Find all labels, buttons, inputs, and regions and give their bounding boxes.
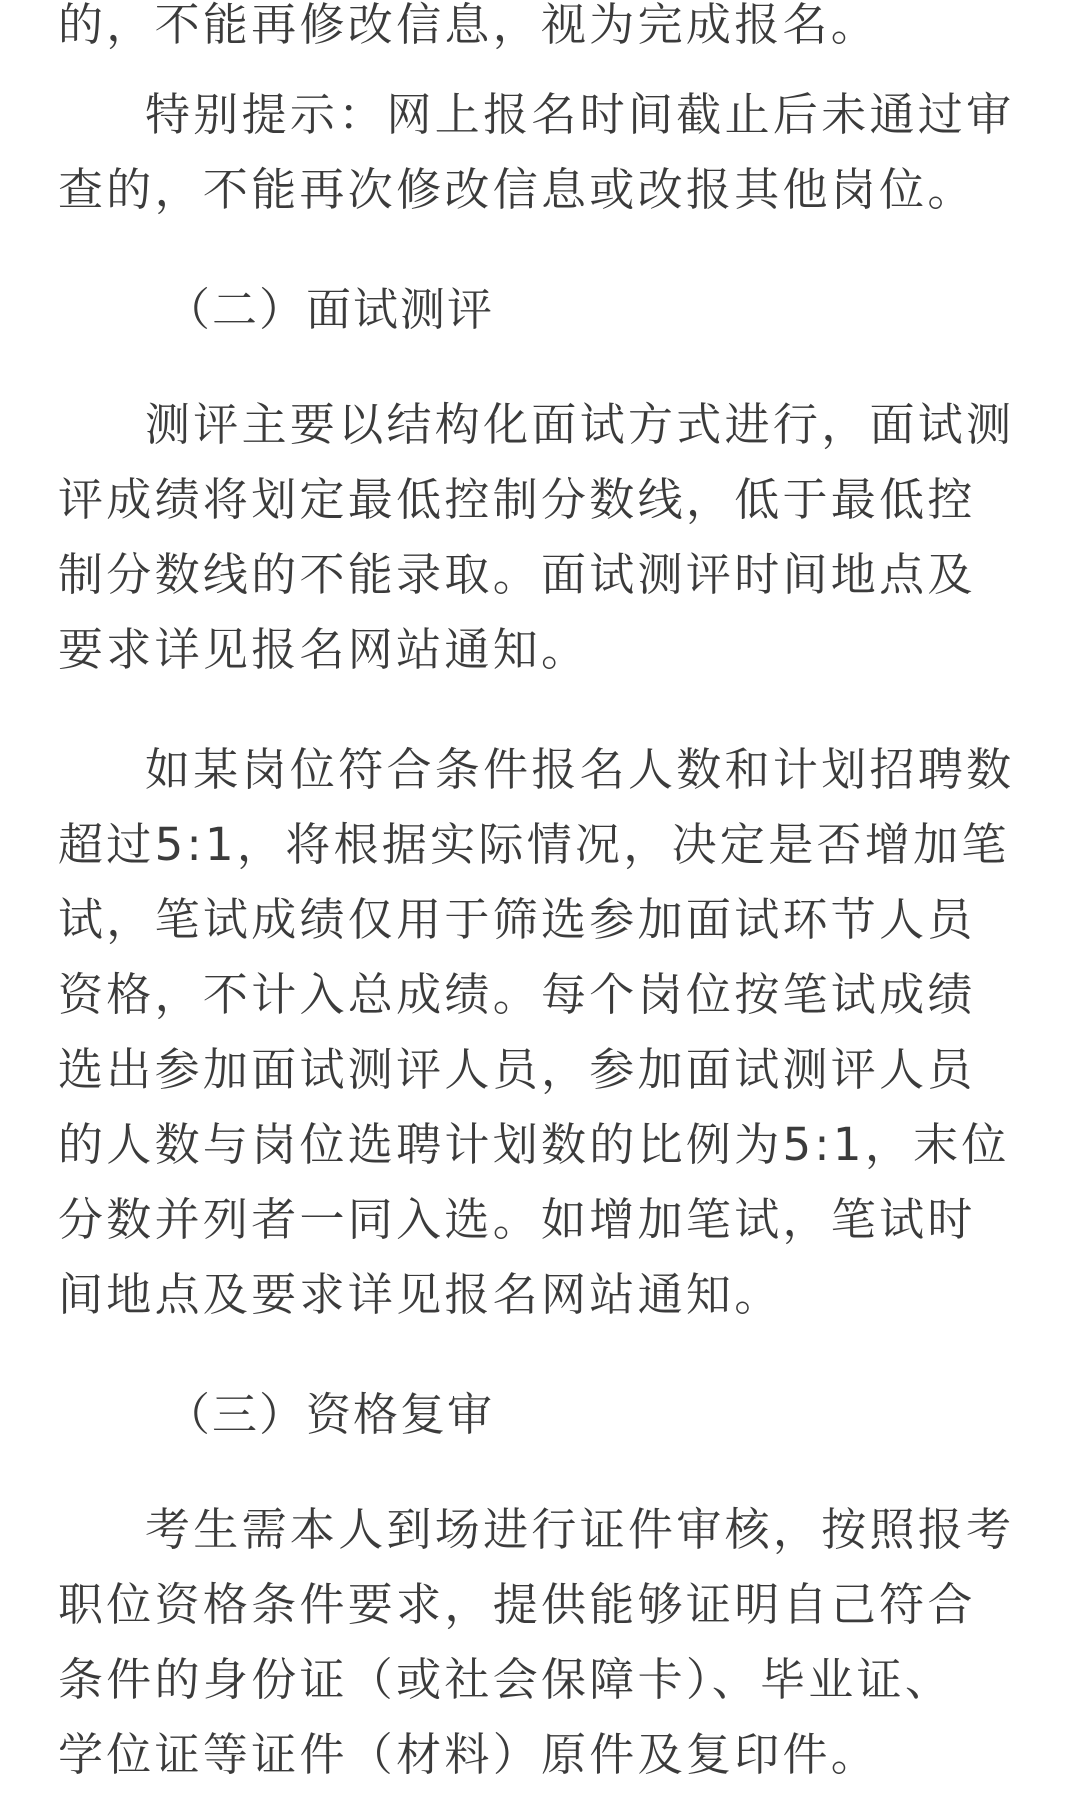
paragraph-line: 分数并列者一同入选。如增加笔试，笔试时 <box>58 1193 976 1246</box>
section-heading: （三）资格复审 <box>165 1388 495 1441</box>
paragraph-line: 的，不能再修改信息，视为完成报名。 <box>58 0 880 51</box>
paragraph-line: 学位证等证件（材料）原件及复印件。 <box>58 1728 880 1781</box>
paragraph-line: 要求详见报名网站通知。 <box>58 623 590 676</box>
paragraph-line: 资格，不计入总成绩。每个岗位按笔试成绩 <box>58 968 976 1021</box>
paragraph-line: 间地点及要求详见报名网站通知。 <box>58 1268 783 1321</box>
paragraph-line: 测评主要以结构化面试方式进行，面试测 <box>145 398 1015 451</box>
paragraph-line: 的人数与岗位选聘计划数的比例为5:1，末位 <box>58 1118 1010 1171</box>
paragraph-line: 选出参加面试测评人员，参加面试测评人员 <box>58 1043 976 1096</box>
paragraph-line: 试，笔试成绩仅用于筛选参加面试环节人员 <box>58 893 976 946</box>
section-heading: （二）面试测评 <box>165 283 495 336</box>
paragraph-line: 考生需本人到场进行证件审核，按照报考 <box>145 1503 1015 1556</box>
paragraph-line: 查的，不能再次修改信息或改报其他岗位。 <box>58 163 976 216</box>
paragraph-line: 条件的身份证（或社会保障卡）、毕业证、 <box>58 1653 954 1706</box>
paragraph-line: 制分数线的不能录取。面试测评时间地点及 <box>58 548 976 601</box>
paragraph-line: 职位资格条件要求，提供能够证明自己符合 <box>58 1578 976 1631</box>
paragraph-line: 如某岗位符合条件报名人数和计划招聘数 <box>145 743 1015 796</box>
paragraph-line: 评成绩将划定最低控制分数线，低于最低控 <box>58 473 976 526</box>
paragraph-line: 特别提示：网上报名时间截止后未通过审 <box>145 88 1015 141</box>
paragraph-line: 超过5:1，将根据实际情况，决定是否增加笔 <box>58 818 1010 871</box>
